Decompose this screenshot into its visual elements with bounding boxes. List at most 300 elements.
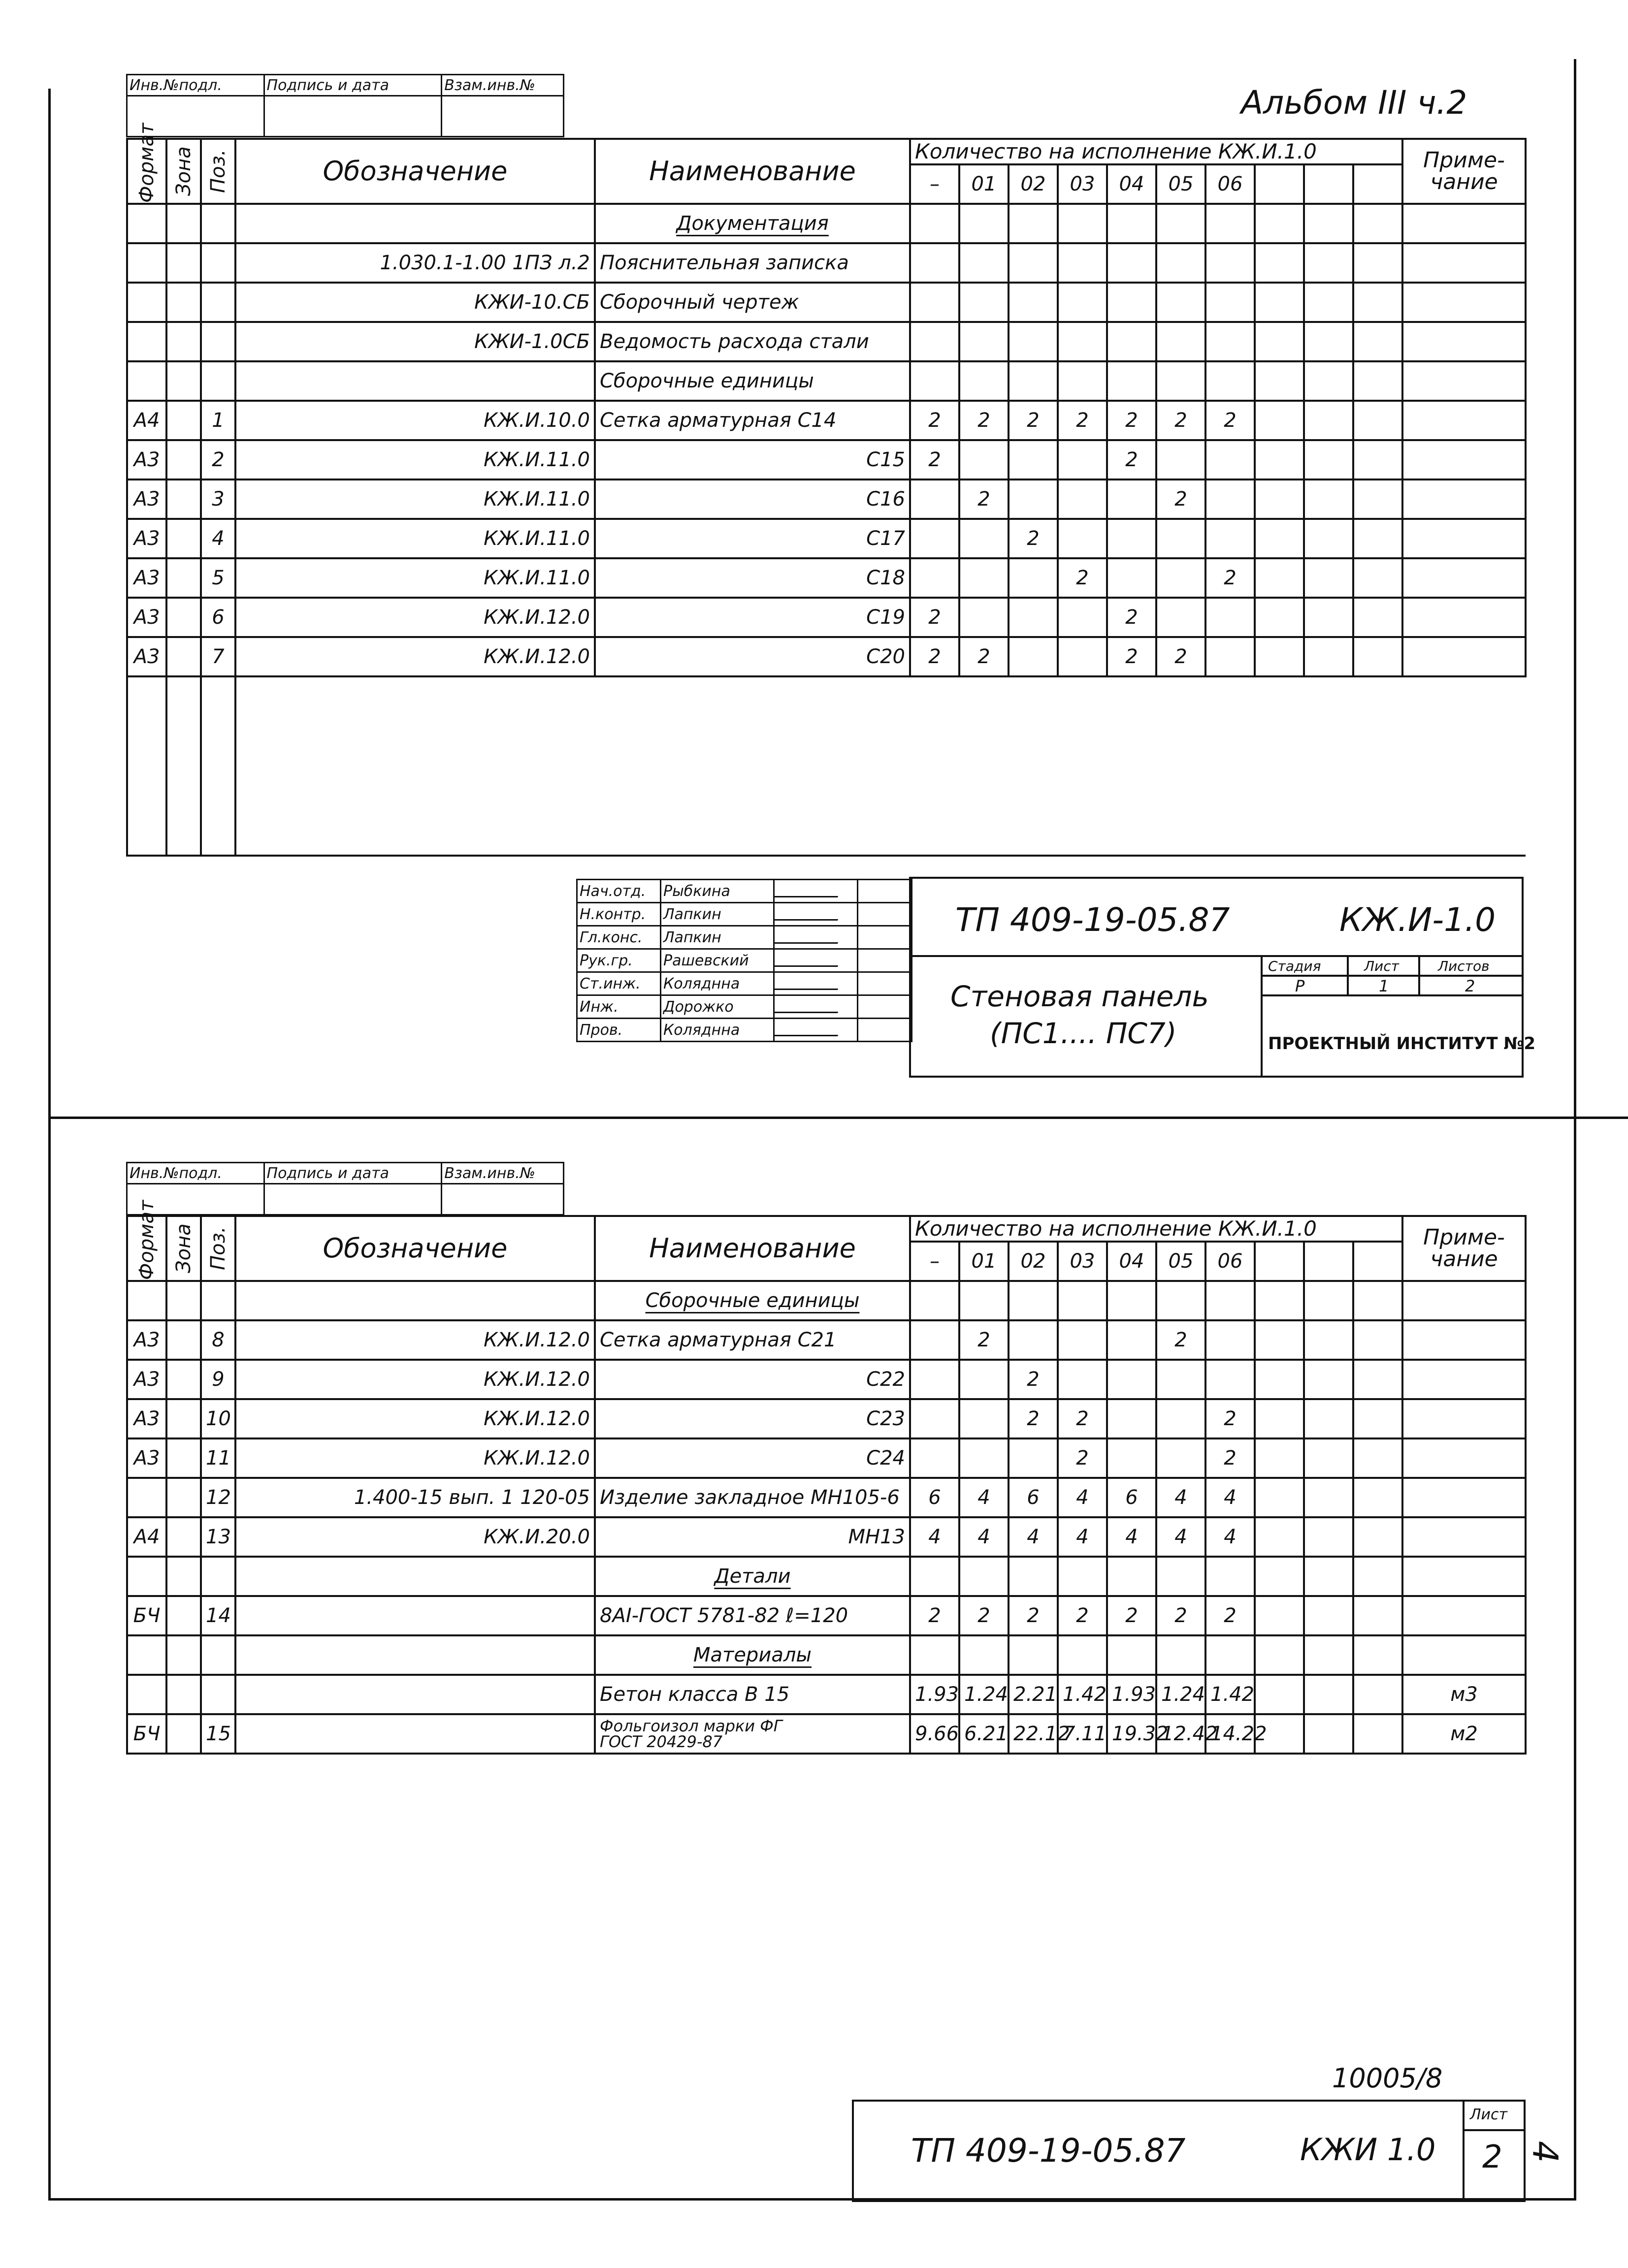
quantity-cell xyxy=(959,283,1009,322)
quantity-cell xyxy=(1156,1360,1205,1399)
empty-cell xyxy=(1304,1320,1353,1360)
hdr-format: Формат xyxy=(127,1216,166,1281)
sheet-value: 1 xyxy=(1379,977,1389,995)
quantity-cell xyxy=(1205,243,1255,283)
quantity-cell xyxy=(959,440,1009,479)
hdr-name: Наименование xyxy=(595,1216,910,1281)
quantity-cell xyxy=(910,1399,959,1438)
name-cell: С15 xyxy=(595,440,910,479)
strip-replace-label: Взам.инв.№ xyxy=(442,1163,564,1184)
quantity-cell xyxy=(910,1320,959,1360)
quantity-cell xyxy=(1156,440,1205,479)
name-cell: С19 xyxy=(595,598,910,637)
quantity-cell xyxy=(1156,519,1205,558)
zone-cell xyxy=(166,1320,201,1360)
empty-cell xyxy=(1304,1478,1353,1517)
empty-cell xyxy=(1304,1360,1353,1399)
format-cell xyxy=(127,322,166,361)
quantity-cell xyxy=(1205,204,1255,243)
position-cell: 10 xyxy=(201,1399,235,1438)
quantity-cell xyxy=(1009,479,1058,519)
empty-cell xyxy=(1255,1596,1304,1635)
format-cell: А4 xyxy=(127,1517,166,1557)
quantity-cell xyxy=(959,243,1009,283)
strip-inv-label: Инв.№подл. xyxy=(127,1163,264,1184)
tb-vline xyxy=(1261,955,1263,1076)
approval-role: Н.контр. xyxy=(577,903,661,926)
position-cell: 5 xyxy=(201,558,235,598)
empty-cell xyxy=(1304,479,1353,519)
quantity-cell xyxy=(1058,440,1107,479)
empty-cell xyxy=(1255,243,1304,283)
table-row xyxy=(127,479,1526,519)
sheet1-archive-strip xyxy=(126,74,564,137)
designation-cell: КЖИ-1.0СБ xyxy=(235,322,595,361)
designation-cell: КЖ.И.12.0 xyxy=(235,1320,595,1360)
note-cell xyxy=(1402,283,1526,322)
zone-cell xyxy=(166,1635,201,1675)
name-cell: Фольгоизол марки ФГ ГОСТ 20429-87 xyxy=(595,1714,910,1754)
quantity-cell xyxy=(1107,283,1156,322)
note-cell xyxy=(1402,1360,1526,1399)
sheet1-title-line2: (ПС1.... ПС7) xyxy=(990,1017,1177,1050)
quantity-cell: 4 xyxy=(1205,1478,1255,1517)
designation-cell: КЖ.И.12.0 xyxy=(235,1438,595,1478)
empty-cell xyxy=(1255,1281,1304,1320)
quantity-cell: 4 xyxy=(910,1517,959,1557)
quantity-cell: 2 xyxy=(1058,1438,1107,1478)
format-cell xyxy=(127,283,166,322)
empty-cell xyxy=(1255,1517,1304,1557)
quantity-cell: 2 xyxy=(959,401,1009,440)
note-cell xyxy=(1402,637,1526,676)
position-cell xyxy=(201,1675,235,1714)
format-cell xyxy=(127,361,166,401)
designation-cell xyxy=(235,1281,595,1320)
empty-cell xyxy=(1255,1635,1304,1675)
quantity-cell xyxy=(1205,1281,1255,1320)
quantity-cell: 4 xyxy=(1156,1478,1205,1517)
empty-cell xyxy=(1255,401,1304,440)
zone-cell xyxy=(166,1360,201,1399)
note-cell xyxy=(1402,1399,1526,1438)
empty-cell xyxy=(1255,1557,1304,1596)
position-cell: 3 xyxy=(201,479,235,519)
table-row xyxy=(127,361,1526,401)
quantity-cell: 2 xyxy=(1009,519,1058,558)
hdr-designation: Обозначение xyxy=(235,1216,595,1281)
note-cell xyxy=(1402,1320,1526,1360)
quantity-cell xyxy=(1205,361,1255,401)
quantity-cell xyxy=(910,479,959,519)
table-row xyxy=(127,1399,1526,1438)
quantity-cell: 7.11 xyxy=(1058,1714,1107,1754)
quantity-cell: 2 xyxy=(1205,401,1255,440)
strip-sign-label: Подпись и дата xyxy=(264,75,442,96)
designation-cell xyxy=(235,1596,595,1635)
name-cell: Детали xyxy=(595,1557,910,1596)
empty-cell xyxy=(1353,1320,1402,1360)
format-cell: БЧ xyxy=(127,1596,166,1635)
empty-cell xyxy=(1255,1478,1304,1517)
note-cell xyxy=(1402,558,1526,598)
hdr-qty-title: Количество на исполнение КЖ.И.1.0 xyxy=(910,139,1402,164)
quantity-cell: 2 xyxy=(1009,401,1058,440)
designation-cell: КЖ.И.10.0 xyxy=(235,401,595,440)
empty-cell xyxy=(1353,519,1402,558)
note-cell xyxy=(1402,598,1526,637)
hdr-variant: 02 xyxy=(1009,1242,1058,1281)
quantity-cell xyxy=(1058,1320,1107,1360)
designation-cell: 1.030.1-1.00 1ПЗ л.2 xyxy=(235,243,595,283)
sheet1-approval-block xyxy=(576,879,912,1042)
quantity-cell xyxy=(1156,1557,1205,1596)
zone-cell xyxy=(166,361,201,401)
format-cell: А3 xyxy=(127,1438,166,1478)
empty-cell xyxy=(1304,1399,1353,1438)
name-cell: Изделие закладное МН105-6 xyxy=(595,1478,910,1517)
table-row xyxy=(127,1596,1526,1635)
quantity-cell xyxy=(1009,1635,1058,1675)
signature xyxy=(774,995,858,1019)
quantity-cell xyxy=(959,1635,1009,1675)
name-cell: С24 xyxy=(595,1438,910,1478)
approval-person: Рыбкина xyxy=(661,880,774,903)
quantity-cell: 2 xyxy=(1205,1438,1255,1478)
quantity-cell: 4 xyxy=(1156,1517,1205,1557)
organization-name: ПРОЕКТНЫЙ ИНСТИТУТ №2 xyxy=(1268,1034,1535,1054)
quantity-cell xyxy=(959,558,1009,598)
empty-cell xyxy=(1304,1635,1353,1675)
position-cell xyxy=(201,1557,235,1596)
position-cell xyxy=(201,1281,235,1320)
position-cell xyxy=(201,204,235,243)
empty-cell xyxy=(1353,1714,1402,1754)
table-row xyxy=(127,243,1526,283)
table-row xyxy=(127,1438,1526,1478)
format-cell xyxy=(127,1635,166,1675)
signature xyxy=(774,972,858,995)
quantity-cell: 2 xyxy=(1058,1596,1107,1635)
position-cell: 4 xyxy=(201,519,235,558)
quantity-cell: 2 xyxy=(1009,1399,1058,1438)
quantity-cell xyxy=(959,598,1009,637)
page-right-edge xyxy=(1574,59,1576,2201)
zone-cell xyxy=(166,283,201,322)
table-row xyxy=(127,1517,1526,1557)
quantity-cell xyxy=(1009,440,1058,479)
zone-cell xyxy=(166,1714,201,1754)
note-cell xyxy=(1402,1557,1526,1596)
table-row xyxy=(127,204,1526,243)
zone-cell xyxy=(166,401,201,440)
quantity-cell: 2 xyxy=(1156,637,1205,676)
side-page-number: 4 xyxy=(1525,2140,1565,2163)
date-cell xyxy=(858,880,912,903)
approval-role: Рук.гр. xyxy=(577,949,661,972)
quantity-cell xyxy=(1009,1557,1058,1596)
format-cell: А3 xyxy=(127,1399,166,1438)
empty-cell xyxy=(1304,598,1353,637)
date-cell xyxy=(858,949,912,972)
zone-cell xyxy=(166,479,201,519)
hdr-variant: 01 xyxy=(959,164,1009,204)
sheet1-title-line1: Стеновая панель xyxy=(950,980,1209,1013)
quantity-cell xyxy=(1205,322,1255,361)
table-row xyxy=(127,283,1526,322)
table-row xyxy=(127,1360,1526,1399)
note-cell: м3 xyxy=(1402,1675,1526,1714)
hdr-name: Наименование xyxy=(595,139,910,204)
format-cell: БЧ xyxy=(127,1714,166,1754)
signature xyxy=(774,949,858,972)
quantity-cell xyxy=(1009,361,1058,401)
zone-cell xyxy=(166,1281,201,1320)
empty-cell xyxy=(1353,1399,1402,1438)
approval-row xyxy=(577,972,912,995)
approval-row xyxy=(577,995,912,1019)
name-cell: 8AI-ГОСТ 5781-82 ℓ=120 xyxy=(595,1596,910,1635)
position-cell: 15 xyxy=(201,1714,235,1754)
designation-cell: КЖ.И.12.0 xyxy=(235,598,595,637)
empty-cell xyxy=(1255,1675,1304,1714)
quantity-cell: 4 xyxy=(1058,1517,1107,1557)
designation-cell: КЖИ-10.СБ xyxy=(235,283,595,322)
format-cell: А3 xyxy=(127,440,166,479)
table-row xyxy=(127,440,1526,479)
table-row xyxy=(127,1478,1526,1517)
empty-cell xyxy=(1304,401,1353,440)
quantity-cell xyxy=(910,1360,959,1399)
quantity-cell xyxy=(1107,1320,1156,1360)
format-cell: А3 xyxy=(127,1320,166,1360)
quantity-cell: 2 xyxy=(1058,558,1107,598)
sheet2-doc-code: КЖИ 1.0 xyxy=(1300,2132,1436,2168)
quantity-cell xyxy=(1058,243,1107,283)
quantity-cell xyxy=(1107,322,1156,361)
quantity-cell xyxy=(1205,283,1255,322)
quantity-cell: 1.93 xyxy=(1107,1675,1156,1714)
tb-vline xyxy=(1418,955,1420,996)
quantity-cell xyxy=(1058,598,1107,637)
approval-person: Лапкин xyxy=(661,926,774,949)
quantity-cell: 1.42 xyxy=(1058,1675,1107,1714)
zone-cell xyxy=(166,1478,201,1517)
quantity-cell: 2 xyxy=(1156,1596,1205,1635)
approval-row xyxy=(577,1019,912,1042)
signature xyxy=(774,926,858,949)
quantity-cell: 2 xyxy=(1156,479,1205,519)
approval-person: Коляднна xyxy=(661,1019,774,1042)
quantity-cell xyxy=(1009,243,1058,283)
quantity-cell xyxy=(910,361,959,401)
designation-cell: КЖ.И.11.0 xyxy=(235,479,595,519)
quantity-cell xyxy=(1009,283,1058,322)
quantity-cell: 4 xyxy=(1107,1517,1156,1557)
note-cell: м2 xyxy=(1402,1714,1526,1754)
empty-cell xyxy=(1353,1360,1402,1399)
format-cell: А4 xyxy=(127,401,166,440)
name-cell: Сборочный чертеж xyxy=(595,283,910,322)
name-cell: С20 xyxy=(595,637,910,676)
hdr-note: Приме- чание xyxy=(1402,1216,1526,1281)
quantity-cell: 4 xyxy=(959,1517,1009,1557)
quantity-cell xyxy=(1156,204,1205,243)
empty-cell xyxy=(1304,322,1353,361)
quantity-cell xyxy=(910,283,959,322)
sheet2-reference-number: 10005/8 xyxy=(1332,2063,1443,2094)
quantity-cell: 1.93 xyxy=(910,1675,959,1714)
quantity-cell: 2 xyxy=(1205,1596,1255,1635)
quantity-cell xyxy=(1156,598,1205,637)
empty-cell xyxy=(1255,361,1304,401)
zone-cell xyxy=(166,1596,201,1635)
quantity-cell: 1.24 xyxy=(1156,1675,1205,1714)
quantity-cell: 2 xyxy=(1107,598,1156,637)
empty-cell xyxy=(1304,440,1353,479)
stage-value: Р xyxy=(1295,977,1305,995)
hdr-pos: Поз. xyxy=(201,1216,235,1281)
quantity-cell: 2 xyxy=(1107,401,1156,440)
sheet-label: Лист xyxy=(1364,958,1399,974)
designation-cell xyxy=(235,1714,595,1754)
position-cell: 7 xyxy=(201,637,235,676)
note-cell xyxy=(1402,1596,1526,1635)
zone-cell xyxy=(166,558,201,598)
quantity-cell xyxy=(1009,637,1058,676)
format-cell: А3 xyxy=(127,1360,166,1399)
zone-cell xyxy=(166,1399,201,1438)
format-cell: А3 xyxy=(127,598,166,637)
empty-cell xyxy=(1353,401,1402,440)
sheet1-specification-table xyxy=(126,123,1527,857)
quantity-cell: 2 xyxy=(910,1596,959,1635)
quantity-cell xyxy=(1009,1281,1058,1320)
name-cell: С16 xyxy=(595,479,910,519)
quantity-cell xyxy=(1058,519,1107,558)
hdr-variant: 06 xyxy=(1205,164,1255,204)
quantity-cell: 2 xyxy=(1107,1596,1156,1635)
quantity-cell xyxy=(910,1635,959,1675)
approval-role: Гл.конс. xyxy=(577,926,661,949)
quantity-cell: 2 xyxy=(1107,637,1156,676)
table-row xyxy=(127,1281,1526,1320)
empty-cell xyxy=(1353,1478,1402,1517)
quantity-cell xyxy=(910,322,959,361)
hdr-variant: 03 xyxy=(1058,1242,1107,1281)
note-cell xyxy=(1402,1517,1526,1557)
zone-cell xyxy=(166,598,201,637)
quantity-cell: 2 xyxy=(1205,1399,1255,1438)
name-cell: Ведомость расхода стали xyxy=(595,322,910,361)
quantity-cell xyxy=(1156,1399,1205,1438)
designation-cell xyxy=(235,204,595,243)
table-row xyxy=(127,1557,1526,1596)
empty-cell xyxy=(1255,637,1304,676)
table-row xyxy=(127,1635,1526,1675)
sheet2-specification-table xyxy=(126,1200,1527,1755)
empty-cell xyxy=(1304,1714,1353,1754)
zone-cell xyxy=(166,1675,201,1714)
hdr-variant: 05 xyxy=(1156,164,1205,204)
quantity-cell xyxy=(1058,361,1107,401)
quantity-cell: 2 xyxy=(1009,1596,1058,1635)
approval-person: Лапкин xyxy=(661,903,774,926)
empty-cell xyxy=(1353,1635,1402,1675)
empty-cell xyxy=(1353,1517,1402,1557)
empty-cell xyxy=(1353,322,1402,361)
zone-cell xyxy=(166,1438,201,1478)
zone-cell xyxy=(166,204,201,243)
approval-person: Коляднна xyxy=(661,972,774,995)
quantity-cell: 2 xyxy=(910,637,959,676)
table-row xyxy=(127,1714,1526,1754)
quantity-cell xyxy=(910,204,959,243)
quantity-cell xyxy=(1156,361,1205,401)
sheet1-doc-number: ТП 409-19-05.87 xyxy=(955,901,1230,939)
quantity-cell xyxy=(1009,1320,1058,1360)
quantity-cell xyxy=(910,1438,959,1478)
empty-cell xyxy=(1255,1320,1304,1360)
table-row xyxy=(127,598,1526,637)
name-cell: МН13 xyxy=(595,1517,910,1557)
quantity-cell xyxy=(1058,283,1107,322)
quantity-cell: 4 xyxy=(1058,1478,1107,1517)
empty-cell xyxy=(1353,361,1402,401)
quantity-cell xyxy=(1009,322,1058,361)
quantity-cell xyxy=(1205,479,1255,519)
table-row xyxy=(127,322,1526,361)
quantity-cell xyxy=(1107,558,1156,598)
name-cell: Материалы xyxy=(595,1635,910,1675)
quantity-cell xyxy=(910,1281,959,1320)
quantity-cell: 12.42 xyxy=(1156,1714,1205,1754)
quantity-cell xyxy=(1058,1281,1107,1320)
zone-cell xyxy=(166,1557,201,1596)
approval-person: Дорожко xyxy=(661,995,774,1019)
quantity-cell xyxy=(1156,283,1205,322)
empty-cell xyxy=(1255,322,1304,361)
sheets-label: Листов xyxy=(1438,958,1490,974)
sheet2-sheet-label: Лист xyxy=(1470,2106,1508,2123)
position-cell: 6 xyxy=(201,598,235,637)
name-cell: С17 xyxy=(595,519,910,558)
tb-hline xyxy=(909,955,1522,957)
empty-cell xyxy=(1255,519,1304,558)
approval-row xyxy=(577,880,912,903)
designation-cell xyxy=(235,1675,595,1714)
format-cell: А3 xyxy=(127,637,166,676)
designation-cell xyxy=(235,1557,595,1596)
note-cell xyxy=(1402,440,1526,479)
handwritten-signature xyxy=(774,927,844,944)
designation-cell: КЖ.И.12.0 xyxy=(235,637,595,676)
quantity-cell: 1.42 xyxy=(1205,1675,1255,1714)
date-cell xyxy=(858,972,912,995)
quantity-cell: 4 xyxy=(1009,1517,1058,1557)
quantity-cell xyxy=(1107,243,1156,283)
hdr-variant: 04 xyxy=(1107,164,1156,204)
table-row xyxy=(127,1675,1526,1714)
table-row xyxy=(127,401,1526,440)
empty-cell xyxy=(1304,1438,1353,1478)
format-cell xyxy=(127,1675,166,1714)
quantity-cell xyxy=(959,1557,1009,1596)
empty-cell xyxy=(1353,1596,1402,1635)
quantity-cell xyxy=(959,1281,1009,1320)
designation-cell: 1.400-15 вып. 1 120-05 xyxy=(235,1478,595,1517)
empty-cell xyxy=(1255,440,1304,479)
